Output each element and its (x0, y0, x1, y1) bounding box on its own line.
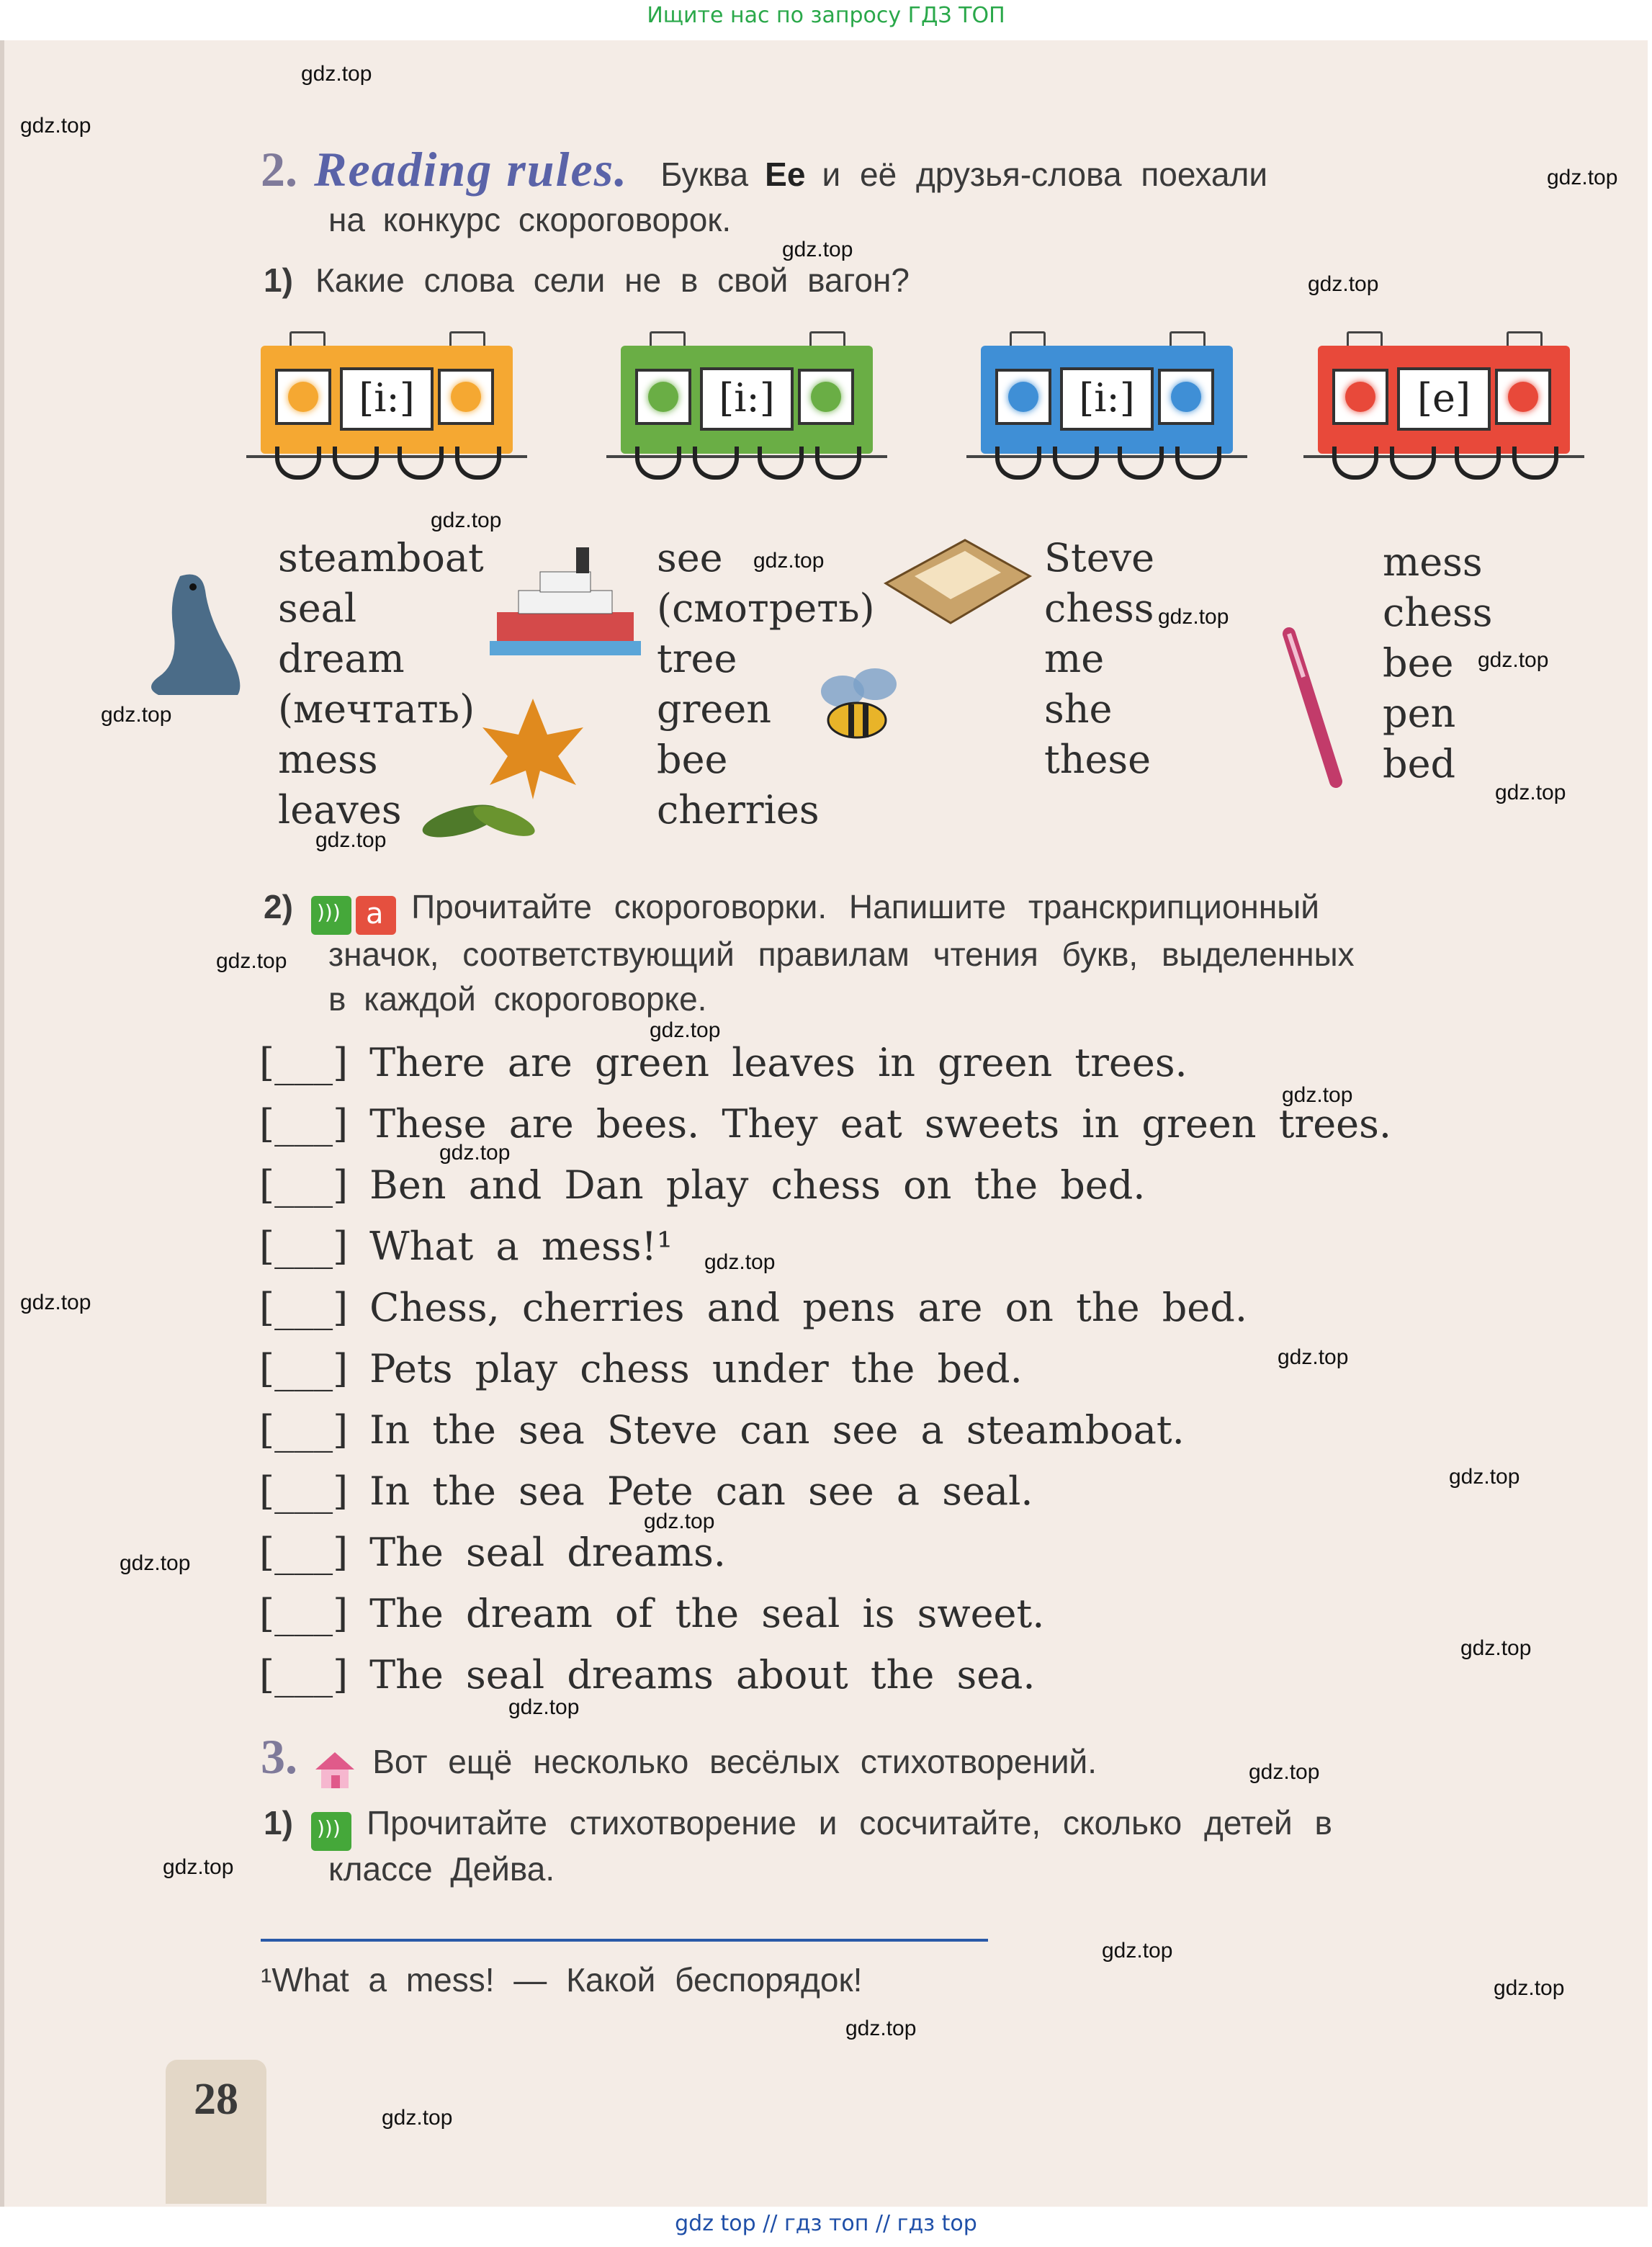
question-number: 1) (264, 261, 293, 299)
word: chess (1383, 590, 1493, 635)
wagon-sound: [e] (1397, 367, 1491, 431)
page-number: 28 (194, 2075, 238, 2124)
chessboard-icon (871, 533, 1037, 627)
tongue-twister-row (259, 1162, 1145, 1208)
question-text-line1: Прочитайте стихотворение и сосчитайте, сколько детей в (367, 1804, 1332, 1842)
exercise-title: Reading rules. (314, 142, 629, 197)
pen-icon (1275, 627, 1354, 792)
answer-blank[interactable]: [___] (259, 1224, 349, 1269)
tongue-twister-row (259, 1224, 673, 1269)
word: me (1044, 636, 1105, 681)
watermark[interactable]: gdz.top (1478, 648, 1549, 672)
letter-ee: Ee (765, 156, 806, 193)
word: cherries (657, 787, 820, 833)
word: bee (1383, 640, 1454, 686)
question-number: 2) (264, 888, 293, 925)
question-text-line2: значок, соответствующий правилам чтения букв, выделенных (328, 936, 1355, 973)
answer-blank[interactable]: [___] (259, 1652, 349, 1697)
wagon-sound: [i:] (700, 367, 794, 431)
wagon (981, 331, 1233, 468)
bottom-banner[interactable]: gdz top // гдз топ // гдз top (675, 2211, 977, 2236)
watermark[interactable]: gdz.top (753, 549, 825, 573)
bee-icon (807, 663, 907, 756)
tongue-twister-text: The dream of the seal is sweet. (369, 1591, 1045, 1636)
wagon-lamp-icon (1158, 369, 1214, 425)
answer-blank[interactable]: [___] (259, 1346, 349, 1391)
title-ru-2: и её друзья-слова поехали (822, 156, 1268, 193)
tongue-twister-row (259, 1346, 1023, 1391)
watermark[interactable]: gdz.top (216, 949, 287, 973)
answer-blank[interactable]: [___] (259, 1101, 349, 1147)
word: tree (657, 636, 737, 681)
word-column-4 (1383, 537, 1492, 789)
wagon-lamp-icon (995, 369, 1051, 425)
watermark[interactable]: gdz.top (1449, 1465, 1520, 1489)
tongue-twister-row (259, 1101, 1391, 1147)
wagon (1318, 331, 1570, 468)
watermark[interactable]: gdz.top (845, 2017, 917, 2040)
word: seal (278, 586, 357, 631)
watermark[interactable]: gdz.top (431, 508, 502, 532)
watermark[interactable]: gdz.top (163, 1855, 234, 1879)
tongue-twister-row (259, 1468, 1033, 1514)
tongue-twister-row (259, 1407, 1185, 1453)
exercise-2-heading (261, 141, 1267, 198)
home-task-icon (314, 1751, 356, 1790)
word: she (1044, 686, 1113, 732)
word: green (657, 686, 772, 732)
word: see (657, 535, 723, 580)
tongue-twister-row (259, 1285, 1247, 1330)
answer-blank[interactable]: [___] (259, 1040, 349, 1085)
watermark[interactable]: gdz.top (650, 1018, 721, 1042)
question-text: Какие слова сели не в свой вагон? (315, 261, 910, 299)
tongue-twister-text: There are green leaves in green trees. (369, 1040, 1188, 1085)
wagon-lamp-icon (635, 369, 691, 425)
question-2 (264, 887, 1319, 935)
wagon-sound: [i:] (1060, 367, 1154, 431)
wagon-lamp-icon (798, 369, 854, 425)
watermark[interactable]: gdz.top (1249, 1760, 1320, 1784)
word: steamboat (278, 535, 484, 580)
question-number: 1) (264, 1804, 293, 1842)
seal-illustration-icon (130, 562, 252, 706)
steamboat-illustration-icon (490, 540, 641, 663)
watermark[interactable]: gdz.top (1278, 1345, 1349, 1369)
watermark[interactable]: gdz.top (1308, 272, 1379, 296)
question-1 (264, 261, 910, 300)
watermark[interactable]: gdz.top (20, 114, 91, 138)
wagon (621, 331, 873, 468)
tongue-twister-text: These are bees. They eat sweets in green trees. (369, 1101, 1392, 1147)
word: chess (1044, 586, 1154, 631)
word: (смотреть) (657, 586, 875, 631)
word-column-1 (278, 533, 484, 835)
watermark[interactable]: gdz.top (1494, 1976, 1565, 2000)
answer-blank[interactable]: [___] (259, 1530, 349, 1575)
watermark[interactable]: gdz.top (382, 2106, 453, 2130)
exercise-text: Вот ещё несколько весёлых стихотворений. (372, 1743, 1097, 1780)
green-leaves-icon (418, 792, 540, 850)
write-icon (356, 896, 396, 935)
watermark[interactable]: gdz.top (315, 828, 387, 852)
tongue-twister-text: Ben and Dan play chess on the bed. (369, 1162, 1146, 1208)
title-ru-line2: на конкурс скороговорок. (328, 201, 732, 238)
watermark[interactable]: gdz.top (1547, 166, 1618, 189)
tongue-twister-text: Chess, cherries and pens are on the bed. (369, 1285, 1247, 1330)
word: (мечтать) (278, 686, 475, 732)
watermark[interactable]: gdz.top (120, 1551, 191, 1575)
watermark[interactable]: gdz.top (782, 238, 853, 261)
word: bee (657, 737, 728, 782)
word: pen (1383, 691, 1456, 736)
footnote-divider (261, 1939, 988, 1942)
word: dream (278, 636, 405, 681)
footnote: ¹What a mess! — Какой беспорядок! (261, 1961, 863, 1999)
tongue-twister-text: In the sea Steve can see a steamboat. (369, 1407, 1185, 1453)
wagon-lamp-icon (438, 369, 494, 425)
watermark[interactable]: gdz.top (20, 1291, 91, 1314)
watermark[interactable]: gdz.top (644, 1510, 715, 1533)
tongue-twister-text: In the sea Pete can see a seal. (369, 1468, 1033, 1514)
word: mess (1383, 539, 1483, 585)
watermark[interactable]: gdz.top (439, 1141, 511, 1165)
audio-icon[interactable] (311, 896, 351, 935)
question-text-line1: Прочитайте скороговорки. Напишите транскрипционный (411, 888, 1319, 925)
word: bed (1383, 741, 1456, 786)
tongue-twister-row (259, 1040, 1188, 1085)
tongue-twister-text: Pets play chess under the bed. (369, 1346, 1023, 1391)
watermark[interactable]: gdz.top (1158, 605, 1229, 629)
word: these (1044, 737, 1152, 782)
question-text-line2: классе Дейва. (328, 1850, 555, 1888)
answer-blank[interactable]: [___] (259, 1407, 349, 1453)
question-text-line3: в каждой скороговорке. (328, 980, 707, 1018)
wagon-lamp-icon (1332, 369, 1388, 425)
watermark[interactable]: gdz.top (508, 1695, 580, 1719)
tongue-twister-text: What a mess!¹ (369, 1224, 673, 1269)
tongue-twister-row (259, 1591, 1044, 1636)
page-number-tab (166, 2060, 266, 2204)
word: leaves (278, 787, 402, 833)
exercise-number: 3. (261, 1729, 297, 1784)
watermark[interactable]: gdz.top (704, 1250, 776, 1274)
answer-blank[interactable]: [___] (259, 1591, 349, 1636)
watermark[interactable]: gdz.top (1102, 1939, 1173, 1963)
watermark[interactable]: gdz.top (301, 62, 372, 86)
wagon-lamp-icon (275, 369, 331, 425)
answer-blank[interactable]: [___] (259, 1285, 349, 1330)
watermark[interactable]: gdz.top (1495, 781, 1566, 804)
audio-icon[interactable] (311, 1812, 351, 1851)
title-ru-1: Буква (660, 156, 749, 193)
ex3-question-1 (264, 1803, 1332, 1851)
word-column-3 (1044, 533, 1154, 785)
word: Steve (1044, 535, 1155, 580)
tongue-twister-row (259, 1652, 1036, 1697)
tongue-twister-row (259, 1530, 726, 1575)
wagon-lamp-icon (1495, 369, 1551, 425)
answer-blank[interactable]: [___] (259, 1162, 349, 1208)
top-banner[interactable]: Ищите нас по запросу ГДЗ ТОП (647, 3, 1005, 28)
watermark[interactable]: gdz.top (1460, 1636, 1532, 1660)
wagon-sound: [i:] (340, 367, 434, 431)
maple-leaf-icon (475, 691, 591, 807)
exercise-number: 2. (261, 142, 297, 197)
exercise-3-heading (261, 1728, 1097, 1790)
watermark[interactable]: gdz.top (1282, 1083, 1353, 1107)
tongue-twister-text: The seal dreams about the sea. (369, 1652, 1036, 1697)
wagon (261, 331, 513, 468)
word: mess (278, 737, 378, 782)
answer-blank[interactable]: [___] (259, 1468, 349, 1514)
watermark[interactable]: gdz.top (101, 703, 172, 727)
tongue-twister-text: The seal dreams. (369, 1530, 726, 1575)
